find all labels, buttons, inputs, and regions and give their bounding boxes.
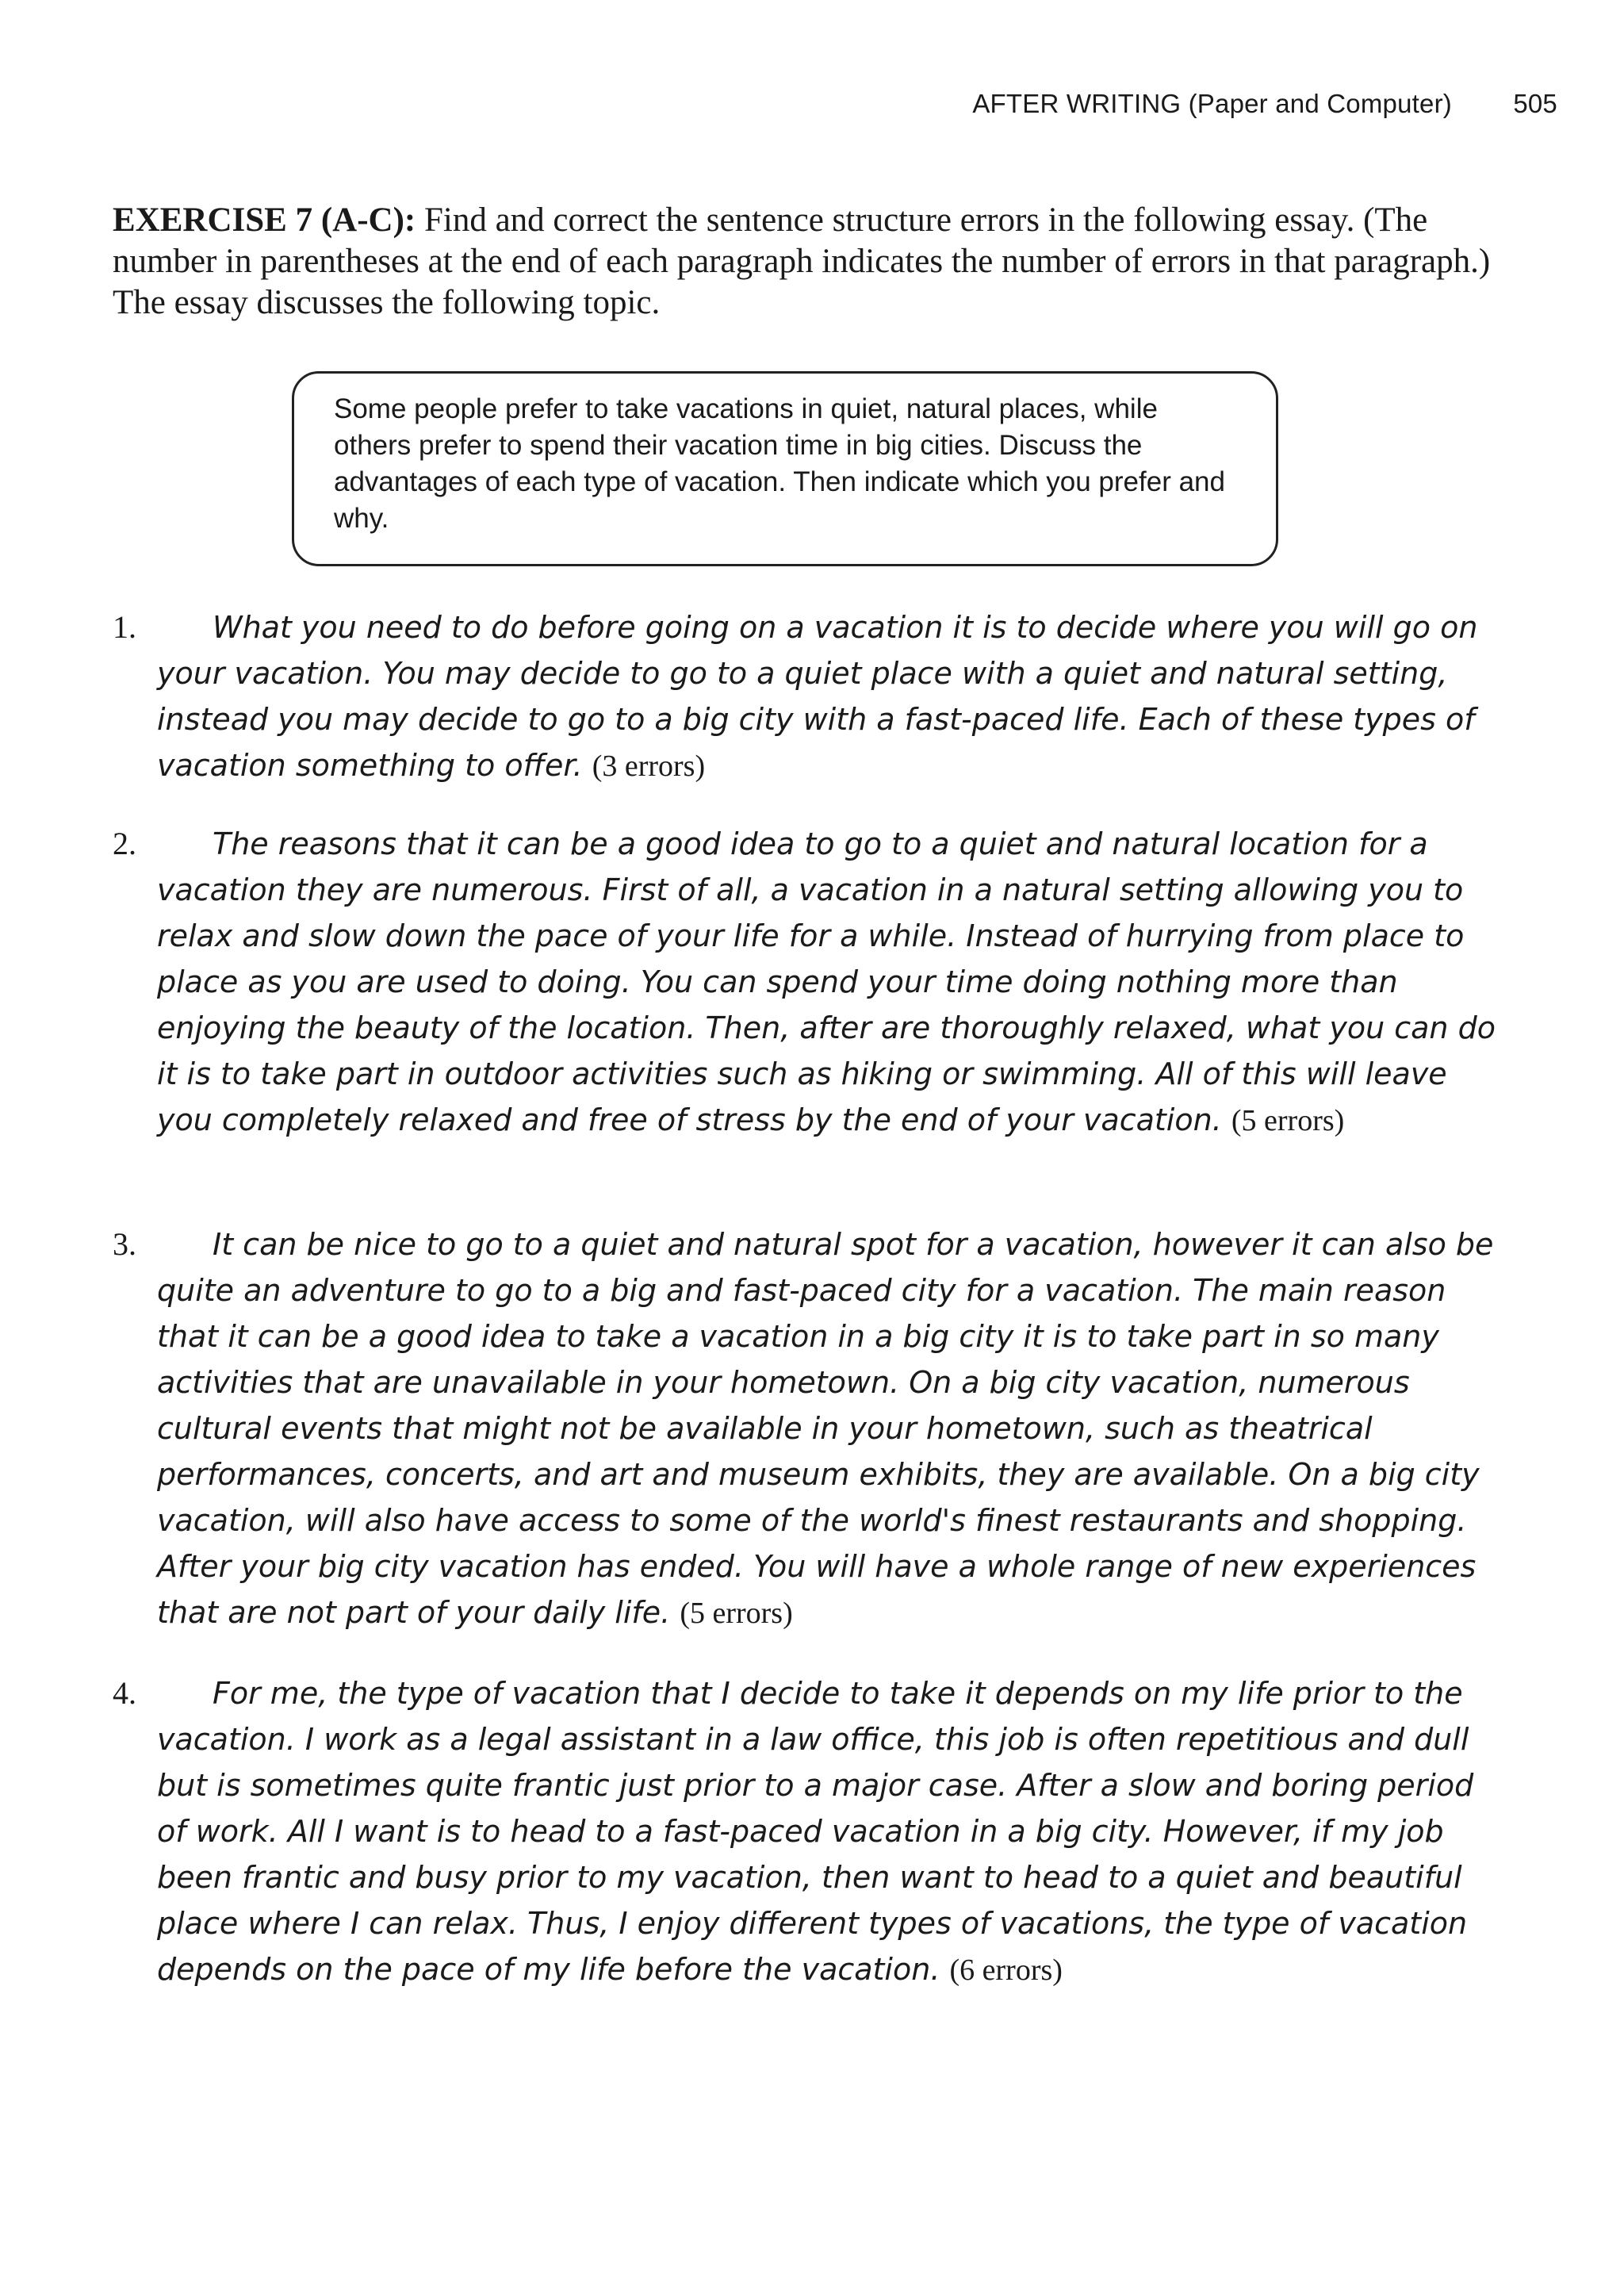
running-header [972, 89, 1557, 119]
paragraph-body [157, 821, 1496, 1144]
essay-paragraph-4 [113, 1670, 1496, 1993]
paragraph-text: It can be nice to go to a quiet and natural spot for a vacation, however it can also be quite an adventure to go to a big and fast-paced city for a vacation. The main reason that it can be a good idea to take a vacation in a big city it is to take part in so many activities that are unavailable in your hometown. On a big city vacation, numerous cultural events that might not be available in your hometown, such as theatrical performances, concerts, and art and museum exhibits, they are available. On a big city vacation, will also have access to some of the world's finest restaurants and shopping. After your big city vacation has ended. You will have a whole range of new experiences that are not part of your daily life. [157, 1227, 1494, 1630]
essay-paragraph-3 [113, 1221, 1496, 1636]
essay-paragraph-2 [113, 821, 1496, 1144]
error-count: (5 errors) [680, 1597, 793, 1630]
paragraph-body [157, 1221, 1496, 1636]
error-count: (6 errors) [949, 1954, 1063, 1987]
error-count: (3 errors) [592, 750, 706, 783]
essay-paragraph-1 [113, 604, 1496, 789]
paragraph-body [157, 604, 1496, 789]
paragraph-number: 3. [113, 1226, 136, 1262]
paragraph-number: 2. [113, 826, 136, 861]
paragraph-text: For me, the type of vacation that I decide to take it depends on my life prior to the vacation. I work as a legal assistant in a law office, this job is often repetitious and dull but is sometimes quite frantic just prior to a major case. After a slow and boring period of work. All I want is to head to a fast-paced vacation in a big city. However, if my job been frantic and busy prior to my vacation, then want to head to a quiet and beautiful place where I can relax. Thus, I enjoy different types of vacations, the type of vacation depends on the pace of my life before the vacation. [157, 1676, 1474, 1987]
exercise-label: EXERCISE 7 (A-C): [113, 201, 416, 239]
exercise-instructions [113, 200, 1492, 324]
paragraph-number: 4. [113, 1675, 136, 1711]
exercise-text: Find and correct the sentence structure errors in the following essay. (The number in parentheses at the end of each paragraph indicates the number of errors in that paragraph.) The essay discusses the following topic. [113, 201, 1491, 321]
topic-box [292, 371, 1278, 566]
paragraph-text: The reasons that it can be a good idea to go to a quiet and natural location for a vacation they are numerous. First of all, a vacation in a natural setting allowing you to relax and slow down the pace of your life for a while. Instead of hurrying from place to place as you are used to doing. You can spend your time doing nothing more than enjoying the beauty of the location. Then, after are thoroughly relaxed, what you can do it is to take part in outdoor activities such as hiking or swimming. All of this will leave you completely relaxed and free of stress by the end of your vacation. [157, 826, 1496, 1137]
paragraph-body [157, 1670, 1496, 1993]
topic-text: Some people prefer to take vacations in quiet, natural places, while others prefer to spend their vacation time in big cities. Discuss the advantages of each type of vacation. Then indicate which you prefer and why. [334, 393, 1225, 534]
page-number: 505 [1513, 89, 1557, 118]
paragraph-number: 1. [113, 609, 136, 645]
paragraph-text: What you need to do before going on a vacation it is to decide where you will go on your vacation. You may decide to go to a quiet place with a quiet and natural setting, instead you may decide to go to a big city with a fast-paced life. Each of these types of vacation something to offer. [157, 610, 1478, 783]
running-header-title: AFTER WRITING (Paper and Computer) [972, 89, 1452, 118]
error-count: (5 errors) [1231, 1104, 1345, 1137]
